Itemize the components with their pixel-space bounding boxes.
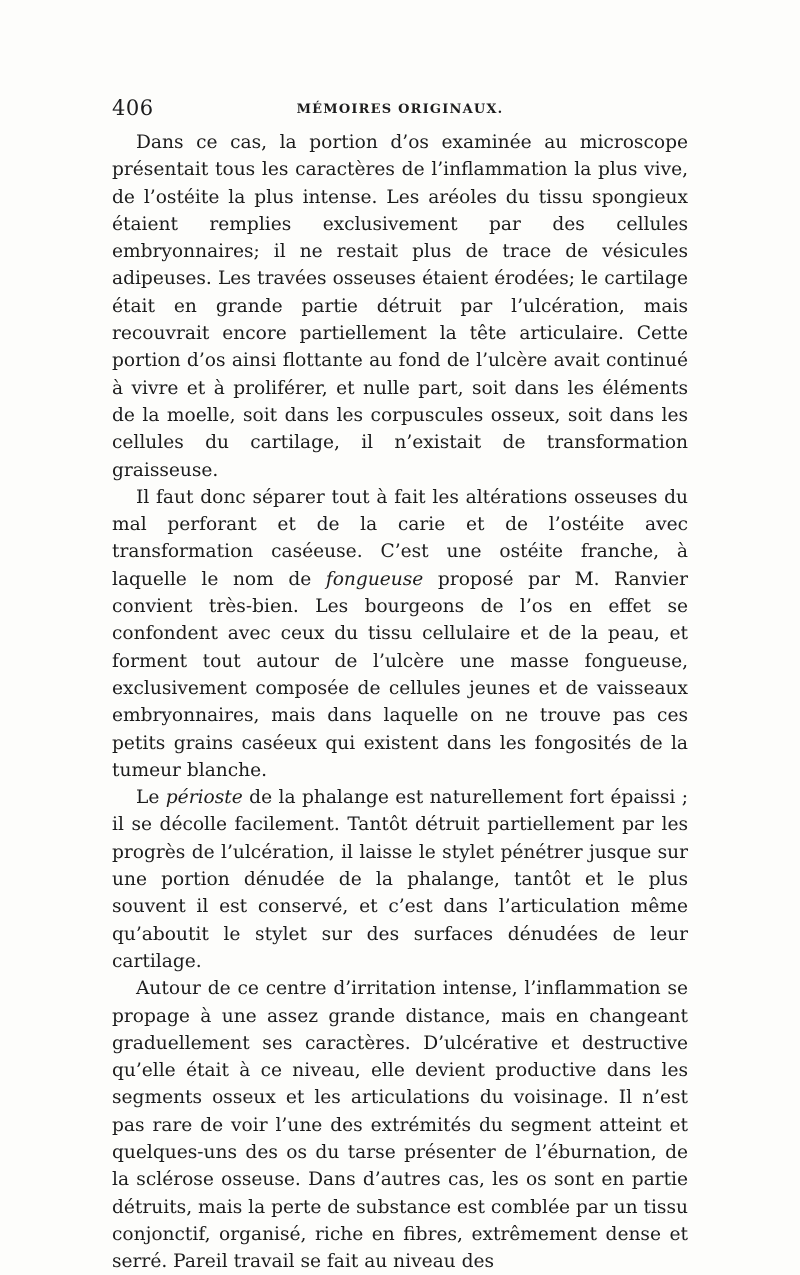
paragraph-2-before: Il faut donc séparer tout à fait les altérations osseuses du mal perforant et de la carie et de l’ostéite avec transformation caséeuse. C’est une ostéite franche, à laquelle le nom de — [112, 486, 688, 590]
paragraph-3-before: Le — [136, 787, 166, 809]
paragraph-2 — [112, 484, 688, 784]
term-perioste: périoste — [165, 787, 243, 809]
book-page — [112, 96, 688, 1275]
paragraph-3-after: de la phalange est naturellement fort épaissi ; il se décolle facilement. Tantôt détruit partiellement par les progrès de l’ulcération, il laisse le stylet pénétrer jusque sur une portion dénudée de la phalange, tantôt et le plus souvent il est conservé, et c’est dans l’articulation même qu’aboutit le stylet sur des surfaces dénudées de leur cartilage. — [112, 787, 688, 972]
term-fongueuse: fongueuse — [325, 568, 424, 590]
paragraph-3 — [112, 784, 688, 975]
paragraph-4 — [112, 975, 688, 1275]
body-text — [112, 129, 688, 1275]
running-title: MÉMOIRES ORIGINAUX. — [296, 102, 504, 117]
page-number: 406 — [112, 96, 154, 120]
page-header — [112, 96, 688, 126]
paragraph-2-after: proposé par M. Ranvier convient très-bien. Les bourgeons de l’os en effet se confondent avec ceux du tissu cellulaire et de la peau, et forment tout autour de l’ulcère une masse fongueuse, exclusivement composée de cellules jeunes et de vaisseaux embryonnaires, mais dans laquelle on ne trouve pas ces petits grains caséeux qui existent dans les fongosités de la tumeur blanche. — [112, 568, 688, 781]
paragraph-4-text: Autour de ce centre d’irritation intense, l’inflammation se propage à une assez grande distance, mais en changeant graduellement ses caractères. D’ulcérative et destructive qu’elle était à ce niveau, elle devient productive dans les segments osseux et les articulations du voisinage. Il n’est pas rare de voir l’une des extrémités du segment atteint et quelques-uns des os du tarse présenter de l’éburnation, de la sclérose osseuse. Dans d’autres cas, les os sont en partie détruits, mais la perte de substance est comblée par un tissu conjonctif, organisé, riche en fibres, extrêmement dense et serré. Pareil travail se fait au niveau des — [112, 978, 688, 1273]
paragraph-1-text: Dans ce cas, la portion d’os examinée au microscope présentait tous les caractères de l’inflammation la plus vive, de l’ostéite la plus intense. Les aréoles du tissu spongieux étaient remplies exclusivement par des cellules embryonnaires; il ne restait plus de trace de vésicules adipeuses. Les travées osseuses étaient érodées; le cartilage était en grande partie détruit par l’ulcération, mais recouvrait encore partiellement la tête articulaire. Cette portion d’os ainsi flottante au fond de l’ulcère avait continué à vivre et à proliférer, et nulle part, soit dans les éléments de la moelle, soit dans les corpuscules osseux, soit dans les cellules du cartilage, il n’existait de transformation graisseuse. — [112, 132, 688, 481]
paragraph-1 — [112, 129, 688, 484]
